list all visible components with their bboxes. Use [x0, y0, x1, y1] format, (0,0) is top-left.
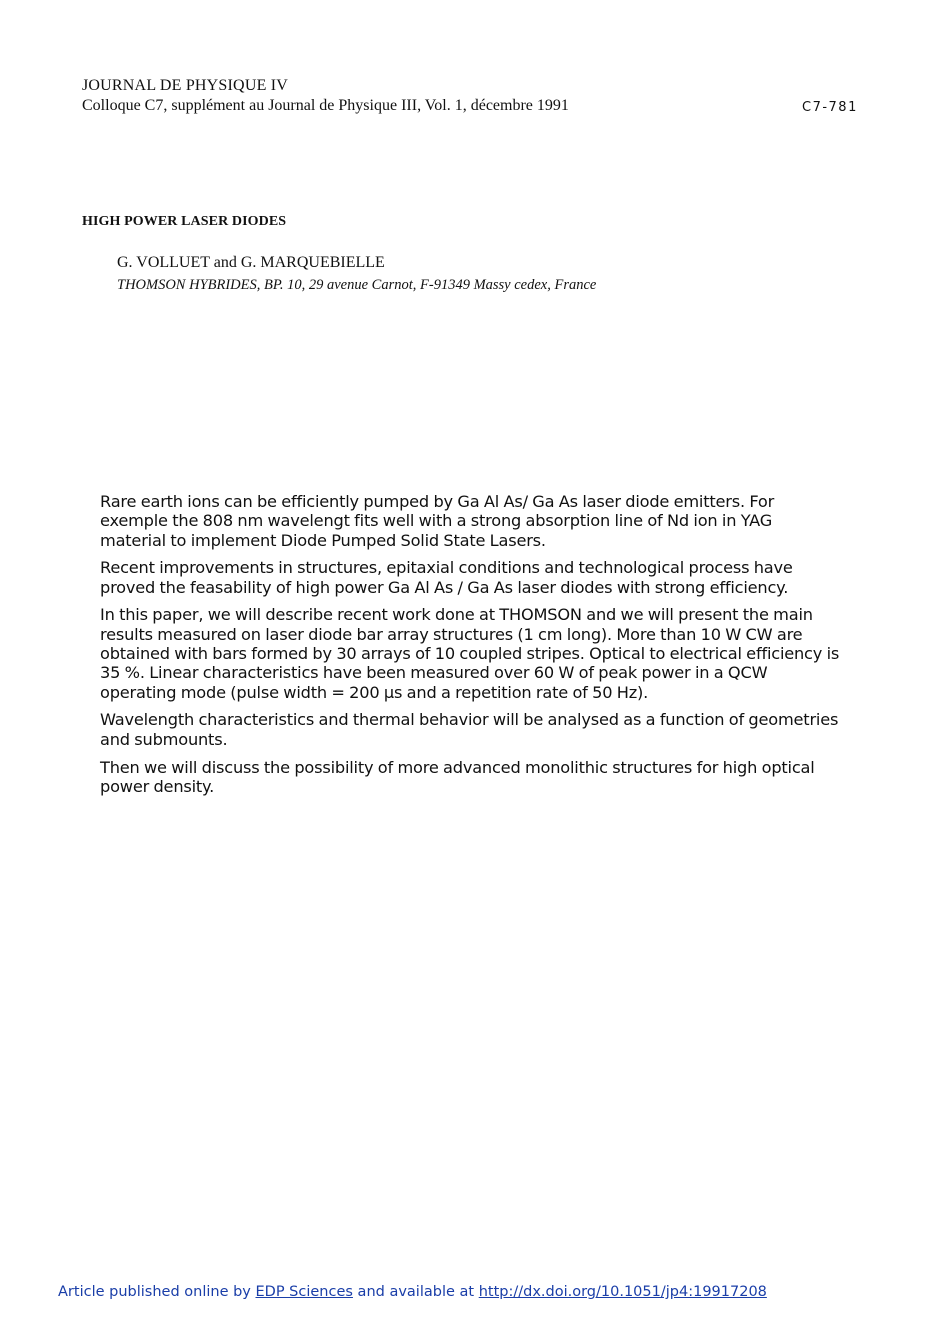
footer-middle: and available at [352, 1284, 479, 1300]
colloque-line: Colloque C7, supplément au Journal de Physique III, Vol. 1, décembre 1991 [82, 97, 569, 114]
publication-footer [58, 1284, 767, 1300]
affiliation: THOMSON HYBRIDES, BP. 10, 29 avenue Carnot, F-91349 Massy cedex, France [117, 277, 597, 293]
abstract [100, 492, 842, 805]
abstract-paragraph-2: Recent improvements in structures, epitaxial conditions and technological process have proved the feasability of high power Ga Al As / Ga As laser diodes with strong efficiency. [100, 558, 793, 597]
page-number: C7-781 [802, 100, 858, 115]
edp-sciences-link[interactable]: EDP Sciences [255, 1284, 353, 1300]
journal-header [82, 76, 872, 116]
footer-prefix: Article published online by [58, 1284, 256, 1300]
abstract-paragraph-4: Wavelength characteristics and thermal behavior will be analysed as a function of geometries and submounts. [100, 710, 839, 749]
abstract-paragraph-1: Rare earth ions can be efficiently pumped by Ga Al As/ Ga As laser diode emitters. For exemple the 808 nm wavelengt fits well with a strong absorption line of Nd ion in YAG material to implement Diode Pumped Solid State Lasers. [100, 492, 775, 550]
journal-name: JOURNAL DE PHYSIQUE IV [82, 77, 289, 94]
abstract-paragraph-5: Then we will discuss the possibility of more advanced monolithic structures for high optical power density. [100, 757, 815, 796]
doi-link[interactable]: http://dx.doi.org/10.1051/jp4:19917208 [478, 1284, 767, 1300]
abstract-paragraph-3: In this paper, we will describe recent work done at THOMSON and we will present the main results measured on laser diode bar array structures (1 cm long). More than 10 W CW are obtained with bars formed by 30 arrays of 10 coupled stripes. Optical to electrical efficiency is 35 %. Linear characteristics have been measured over 60 W of peak power in a QCW operating mode (pulse width = 200 µs and a repetition rate of 50 Hz). [100, 605, 840, 702]
article-title: HIGH POWER LASER DIODES [82, 214, 287, 229]
authors: G. VOLLUET and G. MARQUEBIELLE [117, 254, 385, 271]
